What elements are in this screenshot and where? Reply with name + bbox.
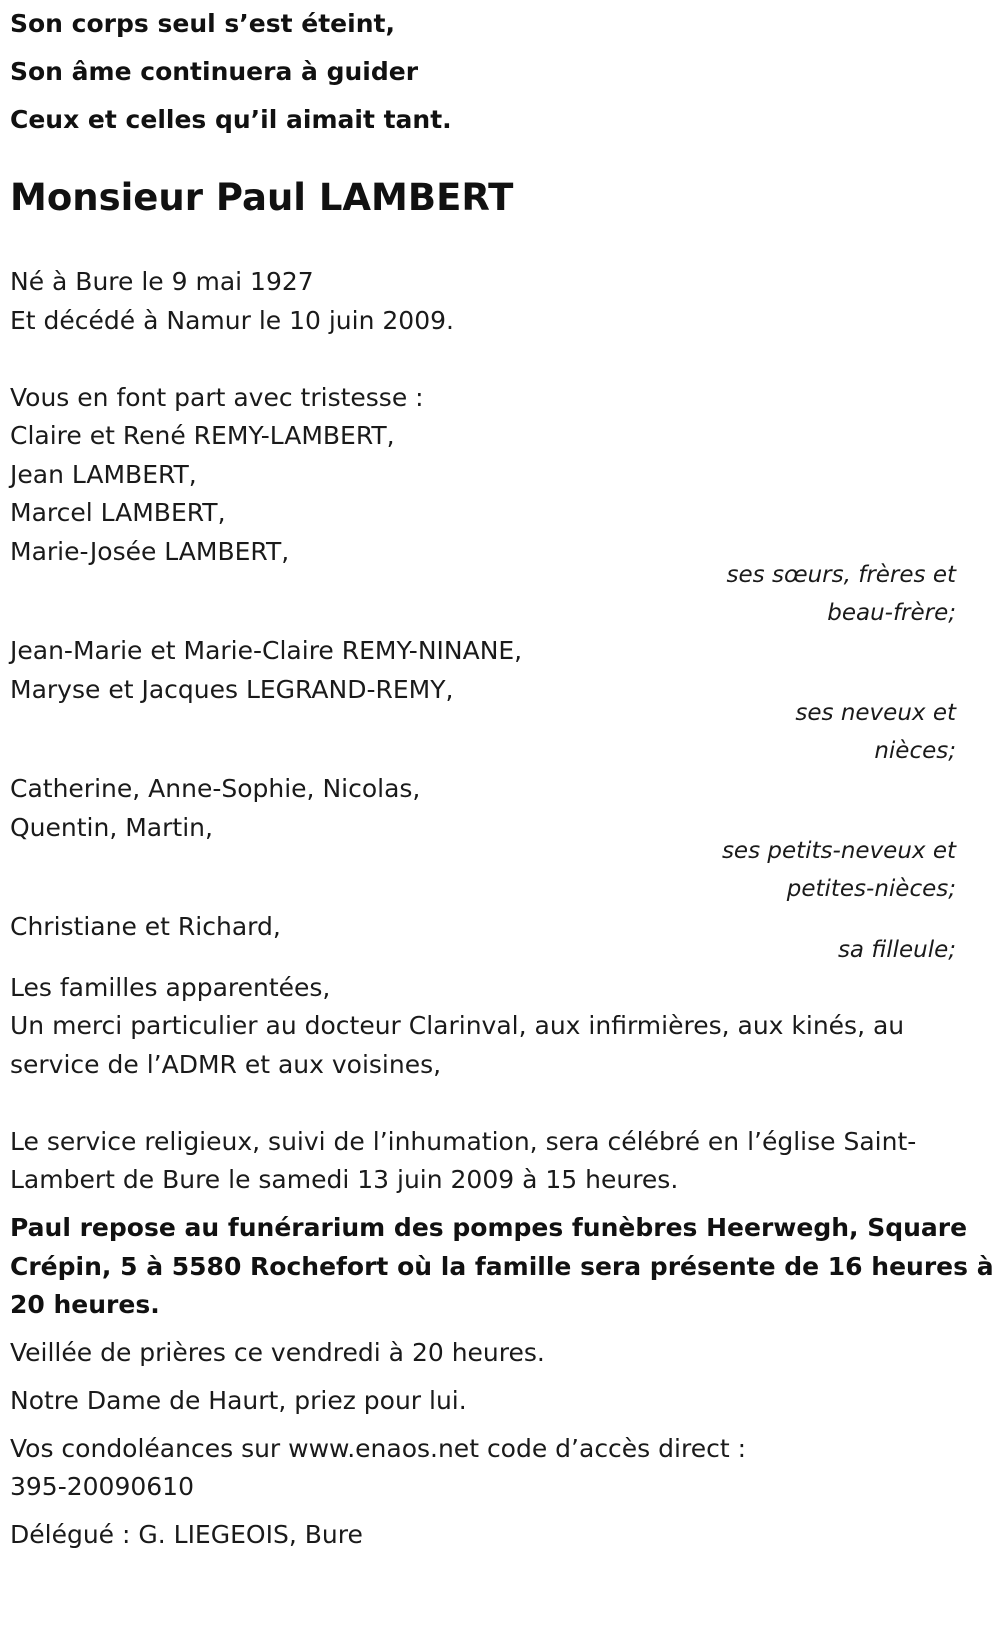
epitaph-line-1: Son corps seul s’est éteint, <box>10 9 395 38</box>
funerarium-line-1: Paul repose au funérarium des pompes funèbres Heerwegh, Square <box>10 1213 968 1242</box>
sibling-4: Marie-Josée LAMBERT, <box>10 537 290 566</box>
grandnephews-relation-line-1: ses petits-neveux et <box>721 838 956 864</box>
sibling-3: Marcel LAMBERT, <box>10 498 226 527</box>
death-line: Et décédé à Namur le 10 juin 2009. <box>10 306 454 335</box>
nephew-2: Maryse et Jacques LEGRAND-REMY, <box>10 675 454 704</box>
siblings-relation-line-1: ses sœurs, frères et <box>726 562 956 588</box>
thanks-line-2: service de l’ADMR et aux voisines, <box>10 1050 442 1079</box>
funerarium-line-2: Crépin, 5 à 5580 Rochefort où la famille sera présente de 16 heures à <box>10 1252 994 1281</box>
prayer-line: Notre Dame de Haurt, priez pour lui. <box>10 1386 467 1415</box>
families-line: Les familles apparentées, <box>10 973 331 1002</box>
deceased-name-title: Monsieur Paul LAMBERT <box>10 176 514 219</box>
service-line-1: Le service religieux, suivi de l’inhumation, sera célébré en l’église Saint- <box>10 1127 917 1156</box>
vigil-line: Veillée de prières ce vendredi à 20 heures. <box>10 1338 545 1367</box>
sibling-1: Claire et René REMY-LAMBERT, <box>10 421 395 450</box>
service-line-2: Lambert de Bure le samedi 13 juin 2009 à 15 heures. <box>10 1165 679 1194</box>
grandnephew-2: Quentin, Martin, <box>10 813 213 842</box>
nephews-relation-line-1: ses neveux et <box>795 700 956 726</box>
thanks-line-1: Un merci particulier au docteur Clarinval, aux infirmières, aux kinés, au <box>10 1011 905 1040</box>
funerarium-line-3: 20 heures. <box>10 1290 160 1319</box>
grandnephews-relation-line-2: petites-nièces; <box>786 876 956 902</box>
condolences-line-1: Vos condoléances sur www.enaos.net code d’accès direct : <box>10 1434 746 1463</box>
condolences-code: 395-20090610 <box>10 1472 194 1501</box>
siblings-relation-line-2: beau-frère; <box>827 600 956 626</box>
delegate-line: Délégué : G. LIEGEOIS, Bure <box>10 1520 363 1549</box>
sibling-2: Jean LAMBERT, <box>10 460 197 489</box>
intro-line: Vous en font part avec tristesse : <box>10 383 424 412</box>
birth-line: Né à Bure le 9 mai 1927 <box>10 267 314 296</box>
epitaph-line-2: Son âme continuera à guider <box>10 57 419 86</box>
epitaph-line-3: Ceux et celles qu’il aimait tant. <box>10 105 452 134</box>
goddaughter-line: Christiane et Richard, <box>10 912 281 941</box>
grandnephew-1: Catherine, Anne-Sophie, Nicolas, <box>10 774 421 803</box>
nephew-1: Jean-Marie et Marie-Claire REMY-NINANE, <box>10 636 523 665</box>
goddaughter-relation: sa filleule; <box>837 937 956 963</box>
nephews-relation-line-2: nièces; <box>874 738 956 764</box>
